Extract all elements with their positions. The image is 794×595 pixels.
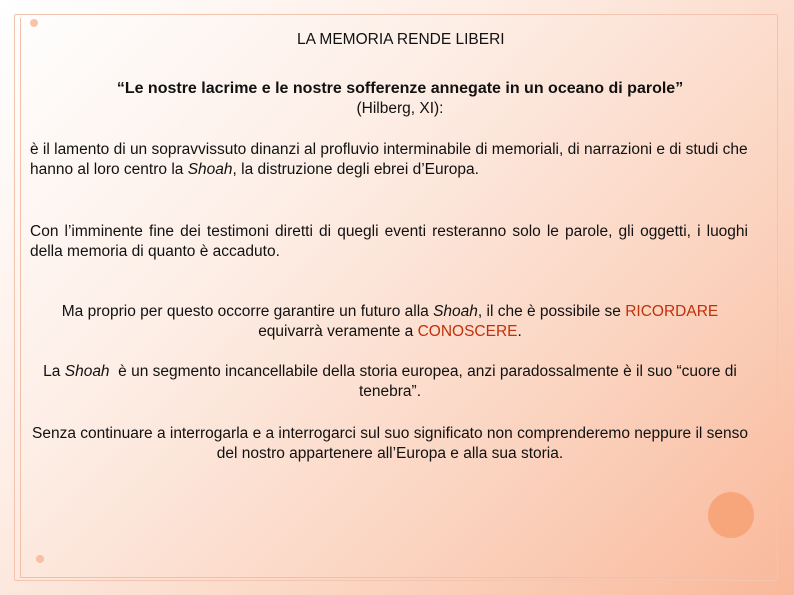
paragraph-lament <box>30 140 750 180</box>
paragraph-text: è il lamento di un sopravvissuto dinanzi al profluvio interminabile di memoriali, di narrazioni e di studi che hanno al loro centro la <box>30 141 748 178</box>
quote-citation: (Hilberg, XI): <box>356 100 444 117</box>
paragraph-history <box>30 362 750 402</box>
paragraph-text: La <box>43 363 65 380</box>
decorative-circle <box>708 492 754 538</box>
term-shoah: Shoah <box>64 363 110 380</box>
paragraph-text: equivarrà veramente a <box>258 323 418 340</box>
decorative-dot <box>30 19 38 27</box>
paragraph-text: Ma proprio per questo occorre garantire un futuro alla <box>61 303 434 320</box>
paragraph-witnesses: Con l’imminente fine dei testimoni diretti di quegli eventi resteranno solo le parole, gli oggetti, i luoghi della memoria di quanto è accaduto. <box>30 223 748 260</box>
keyword-ricordare: RICORDARE <box>625 303 719 320</box>
paragraph-text: , il che è possibile se <box>477 303 626 320</box>
term-shoah: Shoah <box>433 303 478 320</box>
decorative-dot <box>36 555 44 563</box>
keyword-conoscere: CONOSCERE <box>417 323 518 340</box>
paragraph-europe: Senza continuare a interrogarla e a interrogarci sul suo significato non comprenderemo neppure il senso del nostro appartenere all’Europa e alla sua storia. <box>32 425 748 462</box>
slide-title: LA MEMORIA RENDE LIBERI <box>297 31 505 48</box>
paragraph-text: è un segmento incancellabile della storia europea, anzi paradossalmente è il suo “cuore di tenebra”. <box>109 363 742 400</box>
quote: “Le nostre lacrime e le nostre sofferenze annegate in un oceano di parole” <box>116 80 684 97</box>
paragraph-text: . <box>517 323 522 340</box>
paragraph-text: , la distruzione degli ebrei d’Europa. <box>232 161 479 178</box>
paragraph-future <box>30 302 750 342</box>
term-shoah: Shoah <box>187 161 233 178</box>
